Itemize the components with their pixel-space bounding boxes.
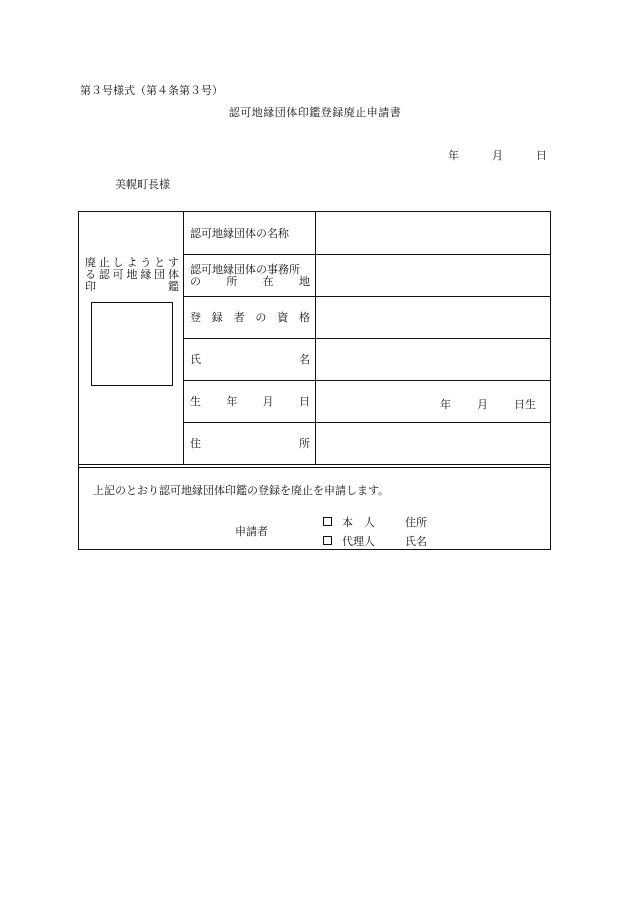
form-number: 第３号様式（第４条第３号） [80, 84, 223, 97]
label-birthdate: 生 年 月 日 [190, 395, 310, 408]
date-day: 日 [536, 149, 547, 162]
office-address-field[interactable] [316, 255, 550, 296]
declaration-text: 上記のとおり認可地縁団体印鑑の登録を廃止を申請します。 [93, 484, 390, 497]
date-year: 年 [448, 149, 459, 162]
name-field[interactable] [316, 339, 550, 380]
option-agent[interactable]: 代理人 氏名 [323, 533, 427, 549]
date-month: 月 [492, 149, 503, 162]
document-title: 認可地縁団体印鑑登録廃止申請書 [228, 106, 402, 119]
address-field[interactable] [316, 423, 550, 464]
application-form-table [78, 211, 551, 550]
label-registrant-qualification: 登 録 者 の 資 格 [190, 311, 310, 324]
label-group-name: 認可地縁団体の名称 [190, 227, 289, 240]
addressee: 美幌町長様 [115, 178, 170, 191]
qualification-field[interactable] [316, 297, 550, 338]
seal-label: 廃 止 し よ う と す る 認 可 地 縁 団 体 印 鑑 [85, 256, 179, 293]
checkbox-agent[interactable] [323, 536, 332, 545]
submission-date [448, 147, 547, 163]
label-address: 住 所 [190, 437, 310, 450]
applicant-label: 申請者 [235, 525, 268, 538]
seal-impression-box[interactable] [91, 302, 173, 386]
option-self[interactable]: 本 人 住所 [323, 514, 427, 530]
birthdate-value: 年 月 日生 [440, 398, 536, 411]
label-name: 氏 名 [190, 353, 310, 366]
label-office-address: 認可地縁団体の事務所 の 所 在 地 [190, 263, 310, 288]
group-name-field[interactable] [316, 212, 550, 253]
checkbox-self[interactable] [323, 517, 332, 526]
